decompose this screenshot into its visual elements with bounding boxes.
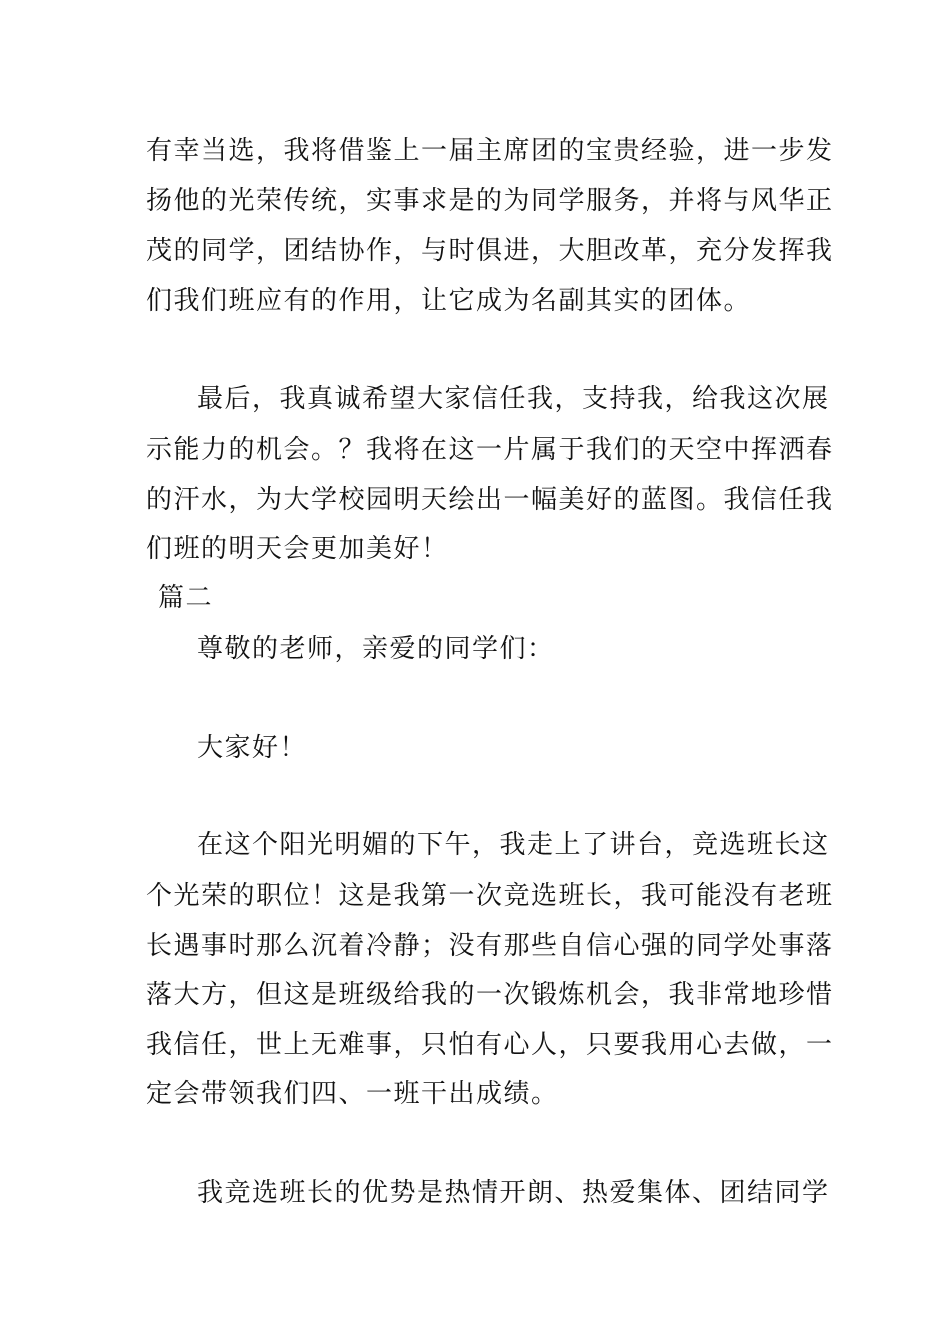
paragraph-line: 们我们班应有的作用，让它成为名副其实的团体。 [146,286,752,316]
paragraph-line: 在这个阳光明媚的下午，我走上了讲台，竞选班长这 [197,830,830,860]
section-heading: 篇二 [158,583,214,613]
paragraph-line: 落大方，但这是班级给我的一次锻炼机会，我非常地珍惜 [146,980,834,1010]
greeting-line: 尊敬的老师，亲爱的同学们： [197,634,555,664]
paragraph-line: 扬他的光荣传统，实事求是的为同学服务，并将与风华正 [146,186,834,216]
paragraph-line: 们班的明天会更加美好！ [146,534,449,564]
paragraph-line: 个光荣的职位！这是我第一次竞选班长，我可能没有老班 [146,881,834,911]
greeting-line: 大家好！ [197,733,308,763]
paragraph-line: 有幸当选，我将借鉴上一届主席团的宝贵经验，进一步发 [146,136,834,166]
paragraph-line: 的汗水，为大学校园明天绘出一幅美好的蓝图。我信任我 [146,485,834,515]
paragraph-line: 茂的同学，团结协作，与时俱进，大胆改革，充分发挥我 [146,236,834,266]
paragraph-line: 定会带领我们四、一班干出成绩。 [146,1079,559,1109]
paragraph-line: 示能力的机会。？我将在这一片属于我们的天空中挥洒春 [146,435,834,465]
paragraph-line: 长遇事时那么沉着冷静；没有那些自信心强的同学处事落 [146,931,834,961]
paragraph-line: 我信任，世上无难事，只怕有心人，只要我用心去做，一 [146,1030,834,1060]
paragraph-line: 我竞选班长的优势是热情开朗、热爱集体、团结同学 [197,1178,830,1208]
paragraph-line: 最后，我真诚希望大家信任我，支持我，给我这次展 [197,384,830,414]
